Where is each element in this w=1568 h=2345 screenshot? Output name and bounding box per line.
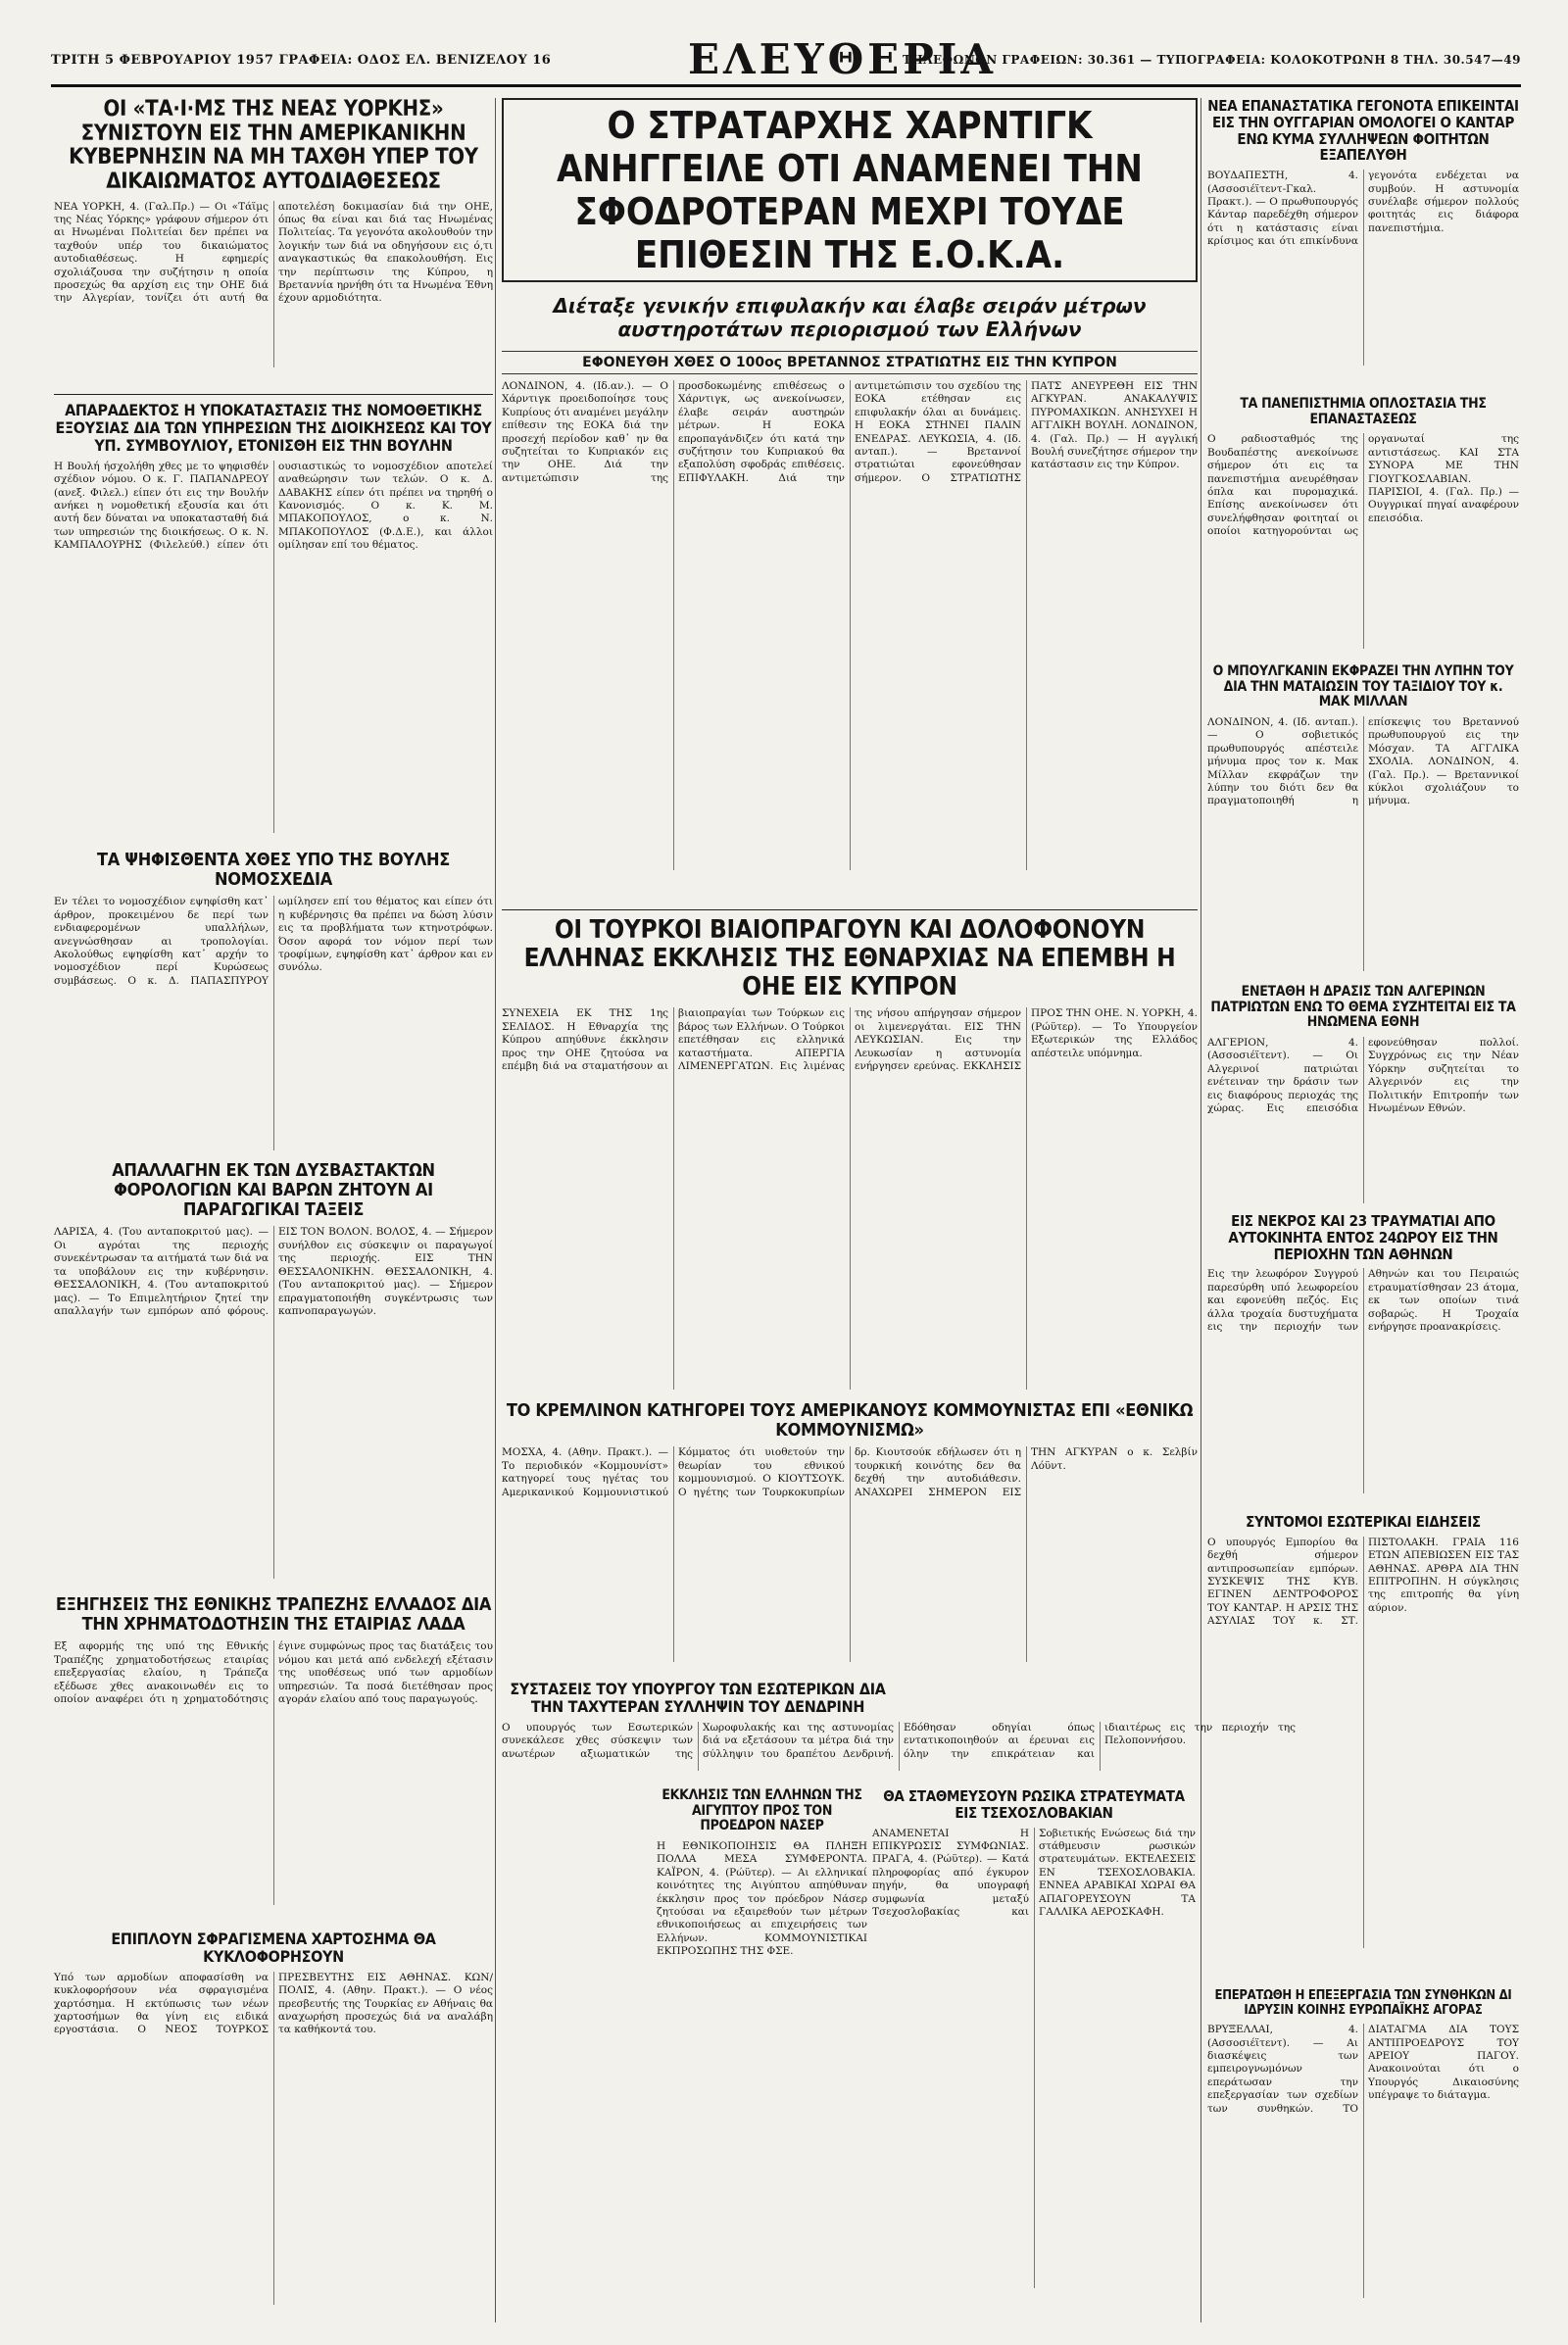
headline: ΕΠΕΡΑΤΩΘΗ Η ΕΠΕΞΕΡΓΑΣΙΑ ΤΩΝ ΣΥΝΘΗΚΩΝ ΔΙ ΙΔΡΥΣΙΝ ΚΟΙΝΗΣ ΕΥΡΩΠΑΪΚΗΣ ΑΓΟΡΑΣ	[1214, 1988, 1512, 2018]
column-rule	[1200, 98, 1201, 2322]
headline: ΕΙΣ ΝΕΚΡΟΣ ΚΑΙ 23 ΤΡΑΥΜΑΤΙΑΙ ΑΠΟ ΑΥΤΟΚΙΝΗΤΑ ΕΝΤΟΣ 24ΩΡΟΥ ΕΙΣ ΤΗΝ ΠΕΡΙΟΧΗΝ ΤΩΝ ΑΘΗΝΩΝ	[1228, 1212, 1498, 1263]
article-body: Η ΕΘΝΙΚΟΠΟΙΗΣΙΣ ΘΑ ΠΛΗΞΗ ΠΟΛΛΑ ΜΕΣΑ ΣΥΜΦΕΡΟΝΤΑ. ΚΑΪΡΟΝ, 4. (Ρώϋτερ). — Αι ελληνικαί κοινότητες της Αιγύπτου απηύθυναν έκκλησιν προς τον πρόεδρον Νάσερ ζητούσαι να εξαιρεθούν των μέτρων εθνικοποιήσεως αι επιχειρήσεις των Ελλήνων. ΚΟΜΜΟΥΝΙΣΤΙΚΑΙ ΕΚΠΡΟΣΩΠΗΣ ΤΗΣ ΦΣΕ.	[657, 1840, 867, 1958]
headline: ΤΑ ΠΑΝΕΠΙΣΤΗΜΙΑ ΟΠΛΟΣΤΑΣΙΑ ΤΗΣ ΕΠΑΝΑΣΤΑΣΕΩΣ	[1240, 396, 1487, 427]
article-body: ΛΟΝΔΙΝΟΝ, 4. (Ιδ. ανταπ.). — Ο σοβιετικός πρωθυπουργός απέστειλε μήνυμα προς τον κ. Μακ Μίλλαν εκφράζων την λύπην του διότι δεν θα πραγματοποιηθή η επίσκεψις του Βρεταννού πρωθυπουργού εις την Μόσχαν. ΤΑ ΑΓΓΛΙΚΑ ΣΧΟΛΙΑ. ΛΟΝΔΙΝΟΝ, 4. (Γαλ. Πρ.). — Βρεταννικοί κύκλοι σχολιάζουν το μήνυμα.	[1207, 716, 1519, 807]
article-body: Ο ραδιοσταθμός της Βουδαπέστης ανεκοίνωσε σήμερον ότι εις τα πανεπιστήμια ανευρέθησαν όπλα και πυρομαχικά. Επίσης ανεκοίνωσεν ότι συνελήφθησαν φοιτηταί οι οποίοι κατηγορούνται ως οργανωταί της αντιστάσεως. ΚΑΙ ΣΤΑ ΣΥΝΟΡΑ ΜΕ ΤΗΝ ΓΙΟΥΓΚΟΣΛΑΒΙΑΝ. ΠΑΡΙΣΙΟΙ, 4. (Γαλ. Πρ.) — Ουγγρικαί πηγαί αναφέρουν επεισόδια.	[1207, 433, 1519, 538]
article-ethniki-trapeza	[54, 1595, 493, 1924]
article-foroi	[54, 1161, 493, 1588]
headline: ΕΞΗΓΗΣΕΙΣ ΤΗΣ ΕΘΝΙΚΗΣ ΤΡΑΠΕΖΗΣ ΕΛΛΑΔΟΣ ΔΙΑ ΤΗΝ ΧΡΗΜΑΤΟΔΟΤΗΣΙΝ ΤΗΣ ΕΤΑΙΡΙΑΣ ΛΑΔΑ	[55, 1594, 492, 1636]
article-body: ΛΟΝΔΙΝΟΝ, 4. (Ιδ.αν.). — Ο Χάρντιγκ προειδοποίησε τους Κυπρίους ότι αναμένει μεγάλην επίθεσιν της ΕΟΚΑ διά την προσεχή περίοδον καθ᾽ ην θα συζητείται το Κυπριακόν εις την ΟΗΕ. Διά την αντιμετώπισιν της προσδοκωμένης επιθέσεως ο Χάρντιγκ, ως ανεκοίνωσεν, έλαβε σειράν αυστηρών μέτρων. Η ΕΟΚΑ επροπαγάνδιζεν ότι κατά την συζήτησιν του Κυπριακού θα εξαπολύση σφοδράς επιθέσεις. ΕΠΙΦΥΛΑΚΗ. Διά την αντιμετώπισιν του σχεδίου της ΕΟΚΑ ετέθησαν εις επιφυλακήν όλαι αι δυνάμεις. Η ΕΟΚΑ ΣΤΗΝΕΙ ΠΑΛΙΝ ΕΝΕΔΡΑΣ. ΛΕΥΚΩΣΙΑ, 4. (Ιδ. ανταπ.). — Βρεταννοί στρατιώται εφονεύθησαν σήμερον. Ο ΣΤΡΑΤΙΩΤΗΣ ΠΑΤΣ ΑΝΕΥΡΕΘΗ ΕΙΣ ΤΗΝ ΑΓΚΥΡΑΝ. ΑΝΑΚΑΛΥΨΙΣ ΠΥΡΟΜΑΧΙΚΩΝ. ΑΝΗΣΥΧΕΙ Η ΑΓΓΛΙΚΗ ΒΟΥΛΗ. ΛΟΝΔΙΝΟΝ, 4. (Γαλ. Πρ.) — Η αγγλική Βουλή συνεζήτησε σήμερον την κατάστασιν εις την Κύπρον.	[502, 380, 1198, 484]
masthead-phones: ΤΗΛΕΦΩΝΟΝ ΓΡΑΦΕΙΩΝ: 30.361 — ΤΥΠΟΓΡΑΦΕΙΑ: ΚΟΛΟΚΟΤΡΩΝΗ 8 ΤΗΛ. 30.547—49	[902, 53, 1521, 67]
headline: ΑΠΑΛΛΑΓΗΝ ΕΚ ΤΩΝ ΔΥΣΒΑΣΤΑΚΤΩΝ ΦΟΡΟΛΟΓΙΩΝ ΚΑΙ ΒΑΡΩΝ ΖΗΤΟΥΝ ΑΙ ΠΑΡΑΓΩΓΙΚΑΙ ΤΑΞΕΙΣ	[112, 1160, 435, 1221]
article-harding-lead	[502, 98, 1198, 906]
article-mpoulganin	[1207, 664, 1519, 978]
newspaper-title: ΕΛΕΥΘΕΡΙΑ	[688, 35, 998, 83]
article-kremlino	[502, 1401, 1198, 1676]
article-body: ΛΑΡΙΣΑ, 4. (Του ανταποκριτού μας). — Οι αγρόται της περιοχής συνεκέντρωσαν τα αιτήματά των διά να τα υποβάλουν εις την κυβέρνησιν. ΘΕΣΣΑΛΟΝΙΚΗ, 4. (Του ανταποκριτού μας). — Το Επιμελητήριον ζητεί την απαλλαγήν των εμπόρων από φόρους. ΕΙΣ ΤΟΝ ΒΟΛΟΝ. ΒΟΛΟΣ, 4. — Σήμερον συνήλθον εις σύσκεψιν οι παραγωγοί της περιοχής. ΕΙΣ ΤΗΝ ΘΕΣΣΑΛΟΝΙΚΗΝ. ΘΕΣΣΑΛΟΝΙΚΗ, 4. (Του ανταποκριτού μας). — Σήμερον επραγματοποιήθη συγκέντρωσις των καπνοπαραγωγών.	[54, 1226, 493, 1317]
article-vouli-nomosxedia	[54, 851, 493, 1154]
headline: ΕΚΚΛΗΣΙΣ ΤΩΝ ΕΛΛΗΝΩΝ ΤΗΣ ΑΙΓΥΠΤΟΥ ΠΡΟΣ ΤΟΝ ΠΡΟΕΔΡΟΝ ΝΑΣΕΡ	[662, 1787, 862, 1834]
headline: ΟΙ ΤΟΥΡΚΟΙ ΒΙΑΙΟΠΡΑΓΟΥΝ ΚΑΙ ΔΟΛΟΦΟΝΟΥΝ ΕΛΛΗΝΑΣ ΕΚΚΛΗΣΙΣ ΤΗΣ ΕΘΝΑΡΧΙΑΣ ΝΑ ΕΠΕΜΒΗ Η ΟΗΕ ΕΙΣ ΚΥΠΡΟΝ	[523, 915, 1176, 1002]
article-xartosima	[54, 1930, 493, 2322]
article-body: ΒΡΥΞΕΛΛΑΙ, 4. (Ασσοσιέϊτεντ). — Αι διασκέψεις των εμπειρογνωμόνων επεράτωσαν την επεξεργασίαν των σχεδίων των συνθηκών. ΤΟ ΔΙΑΤΑΓΜΑ ΔΙΑ ΤΟΥΣ ΑΝΤΙΠΡΟΕΔΡΟΥΣ ΤΟΥ ΑΡΕΙΟΥ ΠΑΓΟΥ. Ανακοινούται ότι ο Υπουργός Δικαιοσύνης υπέγραψε το διάταγμα.	[1207, 2024, 1519, 2115]
article-body: Εξ αφορμής της υπό της Εθνικής Τραπέζης χρηματοδοτήσεως εταιρίας επεξεργασίας ελαίου, η Τράπεζα εξέδωσε χθες ανακοινωθέν εις το οποίον αναφέρει ότι η χρηματοδότησις έγινε συμφώνως προς τας διατάξεις του νόμου και μετά από ενδελεχή εξέτασιν της υποθέσεως υπό των αρμοδίων υπηρεσιών. Τα ποσά διετέθησαν προς αγοράν ελαίου από τους παραγωγούς.	[54, 1640, 493, 1705]
headline: ΕΠΙΠΛΟΥΝ ΣΦΡΑΓΙΣΜΕΝΑ ΧΑΡΤΟΣΗΜΑ ΘΑ ΚΥΚΛΟΦΟΡΗΣΟΥΝ	[111, 1930, 436, 1966]
article-body: ΝΕΑ ΥΟΡΚΗ, 4. (Γαλ.Πρ.) — Οι «Τάϊμς της Νέας Υόρκης» γράφουν σήμερον ότι αι Ηνωμέναι Πολιτείαι δεν πρέπει να ταχθούν υπέρ του δικαιώματος αυτοδιαθέσεως. Η εφημερίς σχολιάζουσα την συζήτησιν η οποία προσεχώς θα αρχίση εις την ΟΗΕ διά την Αλγερίαν, τονίζει ότι αυτή θα αποτελέση δοκιμασίαν διά την ΟΗΕ, όπως θα είναι και διά τας Ηνωμένας Πολιτείας. Τα γεγονότα ακολουθούν την λογικήν των διά να οδηγήσουν εις ό,τι αναγκαστικώς θα επακολουθήση. Εις την περίπτωσιν της Κύπρου, η Βρεταννία ηρνήθη ότι τα Ηνωμένα Έθνη έχουν αρμοδιότητα.	[54, 200, 493, 305]
headline: ΣΥΣΤΑΣΕΙΣ ΤΟΥ ΥΠΟΥΡΓΟΥ ΤΩΝ ΕΣΩΤΕΡΙΚΩΝ ΔΙΑ ΤΗΝ ΤΑΧΥΤΕΡΑΝ ΣΥΛΛΗΨΙΝ ΤΟΥ ΔΕΝΔΡΙΝΗ	[510, 1680, 886, 1716]
article-oungaria	[1207, 98, 1519, 392]
rule	[54, 394, 493, 395]
headline: ΝΕΑ ΕΠΑΝΑΣΤΑΤΙΚΑ ΓΕΓΟΝΟΤΑ ΕΠΙΚΕΙΝΤΑΙ ΕΙΣ ΤΗΝ ΟΥΓΓΑΡΙΑΝ ΟΜΟΛΟΓΕΙ Ο ΚΑΝΤΑΡ ΕΝΩ ΚΥΜΑ ΣΥΛΛΗΨΕΩΝ ΦΟΙΤΗΤΩΝ ΕΞΑΠΕΛΥΘΗ	[1207, 97, 1519, 165]
article-panepistimia	[1207, 397, 1519, 657]
lead-deck: Διέταξε γενικήν επιφυλακήν και έλαβε σειράν μέτρων αυστηροτάτων περιορισμού των Ελλήνων	[553, 294, 1147, 341]
column-rule	[495, 98, 496, 2322]
article-body: Υπό των αρμοδίων αποφασίσθη να κυκλοφορήσουν νέα σφραγισμένα χαρτόσημα. Η εκτύπωσις των νέων χαρτοσήμων θα γίνη εις ειδικά εργοστάσια. Ο ΝΕΟΣ ΤΟΥΡΚΟΣ ΠΡΕΣΒΕΥΤΗΣ ΕΙΣ ΑΘΗΝΑΣ. ΚΩΝ/ΠΟΛΙΣ, 4. (Αθην. Πρακτ.). — Ο νέος πρεσβευτής της Τουρκίας εν Αθήναις θα αναχωρήση προσεχώς διά να αναλάβη τα καθήκοντά του.	[54, 1971, 493, 2036]
article-body: ΣΥΝΕΧΕΙΑ ΕΚ ΤΗΣ 1ης ΣΕΛΙΔΟΣ. Η Εθναρχία της Κύπρου απηύθυνε έκκλησιν προς την ΟΗΕ ζητούσα να επέμβη διά να σταματήσουν αι βιαιοπραγίαι των Τούρκων εις βάρος των Ελλήνων. Ο Τούρκοι επετέθησαν εις ελληνικά καταστήματα. ΑΠΕΡΓΙΑ ΛΙΜΕΝΕΡΓΑΤΩΝ. Εις λιμένας της νήσου απήργησαν σήμερον οι λιμενεργάται. ΕΙΣ ΤΗΝ ΛΕΥΚΩΣΙΑΝ. Εις την Λευκωσίαν η αστυνομία ενήργησεν ερεύνας. ΕΚΚΛΗΣΙΣ ΠΡΟΣ ΤΗΝ ΟΗΕ. Ν. ΥΟΡΚΗ, 4. (Ρώϋτερ). — Το Υπουργείον Εξωτερικών της Ελλάδος απέστειλε υπόμνημα.	[502, 1007, 1198, 1072]
article-body: Ο υπουργός Εμπορίου θα δεχθή σήμερον αντιπροσωπείαν εμπόρων. ΣΥΣΚΕΨΙΣ ΤΗΣ ΚΥΒ. ΕΓΙΝΕΝ ΔΕΝΤΡΟΦΟΡΟΣ ΤΟΥ ΚΑΝΤΑΡ. Η ΑΡΣΙΣ ΤΗΣ ΑΣΥΛΙΑΣ ΤΟΥ κ. ΣΤ. ΠΙΣΤΟΛΑΚΗ. ΓΡΑΙΑ 116 ΕΤΩΝ ΑΠΕΒΙΩΣΕΝ ΕΙΣ ΤΑΣ ΑΘΗΝΑΣ. ΑΡΘΡΑ ΔΙΑ ΤΗΝ ΕΠΙΤΡΟΠΗΝ. Η σύγκλησις της επιτροπής θα γίνη αύριον.	[1207, 1536, 1519, 1628]
article-body: Ο υπουργός των Εσωτερικών συνεκάλεσε χθες σύσκεψιν των ανωτέρων αξιωματικών της Χωροφυλακής και της αστυνομίας διά να εξετάσουν τα μέτρα διά την σύλληψιν του δραπέτου Δενδρινή. Εδόθησαν οδηγίαι όπως εντατικοποιηθούν αι έρευναι εις όλην την επικράτειαν και ιδιαιτέρως εις την περιοχήν της Πελοποννήσου.	[502, 1721, 1296, 1760]
headline: ΘΑ ΣΤΑΘΜΕΥΣΟΥΝ ΡΩΣΙΚΑ ΣΤΡΑΤΕΥΜΑΤΑ ΕΙΣ ΤΣΕΧΟΣΛΟΒΑΚΙΑΝ	[883, 1787, 1185, 1822]
article-algeria	[1207, 985, 1519, 1205]
article-body: Εις την λεωφόρον Συγγρού παρεσύρθη υπό λεωφορείου και εφονεύθη πεζός. Εις άλλα τροχαία δυστυχήματα εις την περιοχήν των Αθηνών και του Πειραιώς ετραυματίσθησαν 23 άτομα, εκ των οποίων τινά σοβαρώς. Η Τροχαία ενήργησε προανακρίσεις.	[1207, 1268, 1519, 1334]
article-autokinita	[1207, 1213, 1519, 1507]
lead-subhead: ΕΦΟΝΕΥΘΗ ΧΘΕΣ Ο 100ος ΒΡΕΤΑΝΝΟΣ ΣΤΡΑΤΙΩΤΗΣ ΕΙΣ ΤΗΝ ΚΥΠΡΟΝ	[502, 351, 1198, 374]
headline: ΣΥΝΤΟΜΟΙ ΕΣΩΤΕΡΙΚΑΙ ΕΙΔΗΣΕΙΣ	[1246, 1513, 1481, 1531]
lead-headline-box	[502, 98, 1198, 282]
article-body: Η Βουλή ήσχολήθη χθες με το ψηφισθέν σχέδιον νόμου. Ο κ. Γ. ΠΑΠΑΝΔΡΕΟΥ (ανεξ. Φιλελ.) είπεν ότι εις την Βουλήν ανήκει η νομοθετική εξουσία και ότι αυτή δεν δύναται να υποκατασταθή διά των υπηρεσιών της διοικήσεως. Ο κ. Ν. ΚΑΜΠΑΛΟΥΡΗΣ (Φιλελεύθ.) είπεν ότι ουσιαστικώς το νομοσχέδιον αποτελεί αναθεώρησιν των τελών. Ο κ. Δ. ΔΑΒΑΚΗΣ είπεν ότι πρέπει να τηρηθή ο Κανονισμός. Ο κ. Κ. Μ. ΜΠΑΚΟΠΟΥΛΟΣ, ο κ. Ν. ΜΠΑΚΟΠΟΥΛΟΣ (Φ.Δ.Ε.), και άλλοι ομίλησαν επί του θέματος.	[54, 460, 493, 552]
masthead	[51, 37, 1521, 87]
headline: ΤΑ ΨΗΦΙΣΘΕΝΤΑ ΧΘΕΣ ΥΠΟ ΤΗΣ ΒΟΥΛΗΣ ΝΟΜΟΣΧΕΔΙΑ	[96, 850, 451, 891]
article-evropaiki-agora	[1207, 1989, 1519, 2322]
article-nomothetiki	[54, 402, 493, 843]
article-tourkoi	[502, 916, 1198, 1396]
article-body: ΒΟΥΔΑΠΕΣΤΗ, 4. (Ασσοσιέϊτεντ-Γκαλ. Πρακτ.). — Ο πρωθυπουργός Κάνταρ παρεδέχθη σήμερον ότι η κατάστασις είναι κρίσιμος και ότι επικίνδυνα γεγονότα ενδέχεται να συμβούν. Η αστυνομία συνέλαβε σήμερον πολλούς φοιτητάς εις διάφορα πανεπιστήμια.	[1207, 170, 1519, 248]
masthead-date-address: ΤΡΙΤΗ 5 ΦΕΒΡΟΥΑΡΙΟΥ 1957 ΓΡΑΦΕΙΑ: ΟΔΟΣ ΕΛ. ΒΕΝΙΖΕΛΟΥ 16	[51, 53, 552, 68]
headline: ΟΙ «ΤΑ·Ι·ΜΣ ΤΗΣ ΝΕΑΣ ΥΟΡΚΗΣ» ΣΥΝΙΣΤΟΥΝ ΕΙΣ ΤΗΝ ΑΜΕΡΙΚΑΝΙΚΗΝ ΚΥΒΕΡΝΗΣΙΝ ΝΑ ΜΗ ΤΑΧΘΗ ΥΠΕΡ ΤΟΥ ΔΙΚΑΙΩΜΑΤΟΣ ΑΥΤΟΔΙΑΘΕΣΕΩΣ	[69, 97, 478, 194]
article-body: ΑΝΑΜΕΝΕΤΑΙ Η ΕΠΙΚΥΡΩΣΙΣ ΣΥΜΦΩΝΙΑΣ. ΠΡΑΓΑ, 4. (Ρώϋτερ). — Κατά πληροφορίας από έγκυρον πηγήν, θα υπογραφή συμφωνία μεταξύ Τσεχοσλοβακίας και Σοβιετικής Ενώσεως διά την στάθμευσιν ρωσικών στρατευμάτων. ΕΚΤΕΛΕΣΕΙΣ ΕΝ ΤΣΕΧΟΣΛΟΒΑΚΙΑ. ΕΝΝΕΑ ΑΡΑΒΙΚΑΙ ΧΩΡΑΙ ΘΑ ΑΠΑΓΟΡΕΥΣΟΥΝ ΤΑ ΓΑΛΛΙΚΑ ΑΕΡΟΣΚΑΦΗ.	[872, 1827, 1196, 1919]
article-aigyptos	[657, 1788, 867, 2322]
headline: ΑΠΑΡΑΔΕΚΤΟΣ Η ΥΠΟΚΑΤΑΣΤΑΣΙΣ ΤΗΣ ΝΟΜΟΘΕΤΙΚΗΣ ΕΞΟΥΣΙΑΣ ΔΙΑ ΤΩΝ ΥΠΗΡΕΣΙΩΝ ΤΗΣ ΔΙΟΙΚΗΣΕΩΣ ΚΑΙ ΤΟΥ ΥΠ. ΣΥΜΒΟΥΛΙΟΥ, ΕΤΟΝΙΣΘΗ ΕΙΣ ΤΗΝ ΒΟΥΛΗΝ	[55, 401, 492, 455]
lead-headline: Ο ΣΤΡΑΤΑΡΧΗΣ ΧΑΡΝΤΙΓΚ ΑΝΗΓΓΕΙΛΕ ΟΤΙ ΑΝΑΜΕΝΕΙ ΤΗΝ ΣΦΟΔΡΟΤΕΡΑΝ ΜΕΧΡΙ ΤΟΥΔΕ ΕΠΙΘΕΣΙΝ ΤΗΣ Ε.Ο.Κ.Α.	[556, 104, 1144, 276]
article-tsexoslovakia	[872, 1788, 1196, 2322]
article-newyork-times	[54, 98, 493, 392]
headline: ΕΝΕΤΑΘΗ Η ΔΡΑΣΙΣ ΤΩΝ ΑΛΓΕΡΙΝΩΝ ΠΑΤΡΙΩΤΩΝ ΕΝΩ ΤΟ ΘΕΜΑ ΣΥΖΗΤΕΙΤΑΙ ΕΙΣ ΤΑ ΗΝΩΜΕΝΑ ΕΘΝΗ	[1210, 984, 1516, 1031]
article-syntomoi	[1207, 1514, 1519, 1984]
article-body: ΑΛΓΕΡΙΟΝ, 4. (Ασσοσιέϊτεντ). — Οι Αλγερινοί πατριώται ενέτειναν την δράσιν των εις διαφόρους περιοχάς της χώρας. Εις επεισόδια εφονεύθησαν πολλοί. Συγχρόνως εις την Νέαν Υόρκην συζητείται το Αλγερινόν εις την Πολιτικήν Επιτροπήν των Ηνωμένων Εθνών.	[1207, 1037, 1519, 1115]
headline: Ο ΜΠΟΥΛΓΚΑΝΙΝ ΕΚΦΡΑΖΕΙ ΤΗΝ ΛΥΠΗΝ ΤΟΥ ΔΙΑ ΤΗΝ ΜΑΤΑΙΩΣΙΝ ΤΟΥ ΤΑΞΙΔΙΟΥ ΤΟΥ κ. ΜΑΚ ΜΙΛΛΑΝ	[1212, 663, 1514, 710]
article-dendrinis	[502, 1680, 1296, 1783]
rule	[502, 909, 1198, 910]
article-body: ΜΟΣΧΑ, 4. (Αθην. Πρακτ.). — Το περιοδικόν «Κομμουνίστ» κατηγορεί τους ηγέτας του Αμερικανικού Κομμουνιστικού Κόμματος ότι υιοθετούν την θεωρίαν του εθνικού κομμουνισμού. Ο ΚΙΟΥΤΣΟΥΚ. Ο ηγέτης των Τουρκοκυπρίων δρ. Κιουτσούκ εδήλωσεν ότι η τουρκική κοινότης δεν θα δεχθή την αυτοδιάθεσιν. ΑΝΑΧΩΡΕΙ ΣΗΜΕΡΟΝ ΕΙΣ ΤΗΝ ΑΓΚΥΡΑΝ ο κ. Σελβίν Λόϋντ.	[502, 1446, 1198, 1498]
headline: ΤΟ ΚΡΕΜΛΙΝΟΝ ΚΑΤΗΓΟΡΕΙ ΤΟΥΣ ΑΜΕΡΙΚΑΝΟΥΣ ΚΟΜΜΟΥΝΙΣΤΑΣ ΕΠΙ «ΕΘΝΙΚΩ ΚΟΜΜΟΥΝΙΣΜΩ»	[506, 1400, 1194, 1441]
article-body: Εν τέλει το νομοσχέδιον εψηφίσθη κατ᾽ άρθρον, προκειμένου δε περί των ενδιαφερομένων υπαλλήλων, ανεγνώσθησαν αι τροπολογίαι. Ακολούθως εψηφίσθη κατ᾽ αρχήν το νομοσχέδιον περί Κυρώσεως συμβάσεως. Ο κ. Δ. ΠΑΠΑΣΠΥΡΟΥ ωμίλησεν επί του θέματος και είπεν ότι η κυβέρνησις θα πρέπει να δώση λύσιν εις τα προβλήματα των κτηνοτρόφων. Όσον αφορά τον νόμον περί των τροφίμων, εψηφίσθη κατ᾽ άρθρον και εν συνόλω.	[54, 896, 493, 987]
